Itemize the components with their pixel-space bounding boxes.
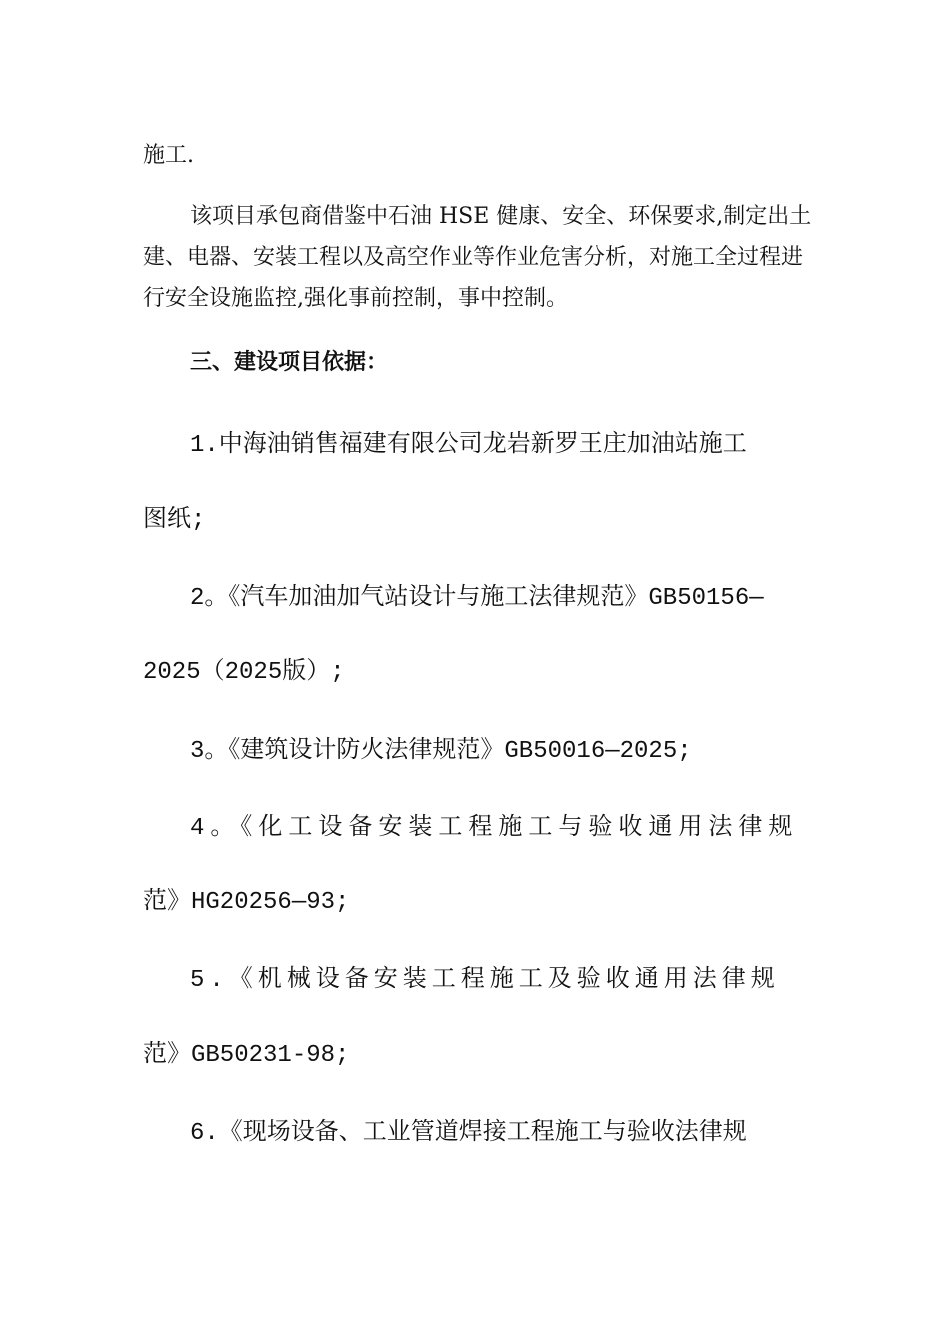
basis-item-2-line-2: 2025（2025版）; <box>143 659 345 686</box>
basis-item-1-line-1: 1.中海油销售福建有限公司龙岩新罗王庄加油站施工 <box>190 432 747 459</box>
basis-item-4-line-1: 4。《化工设备安装工程施工与验收通用法律规 <box>190 815 799 842</box>
basis-item-6-line-1: 6.《现场设备、工业管道焊接工程施工与验收法律规 <box>190 1120 747 1147</box>
basis-item-3-line-1: 3。《建筑设计防火法律规范》GB50016—2025; <box>190 738 692 765</box>
basis-item-1-line-2: 图纸; <box>143 507 206 534</box>
basis-item-5-line-1: 5.《机械设备安装工程施工及验收通用法律规 <box>190 967 780 994</box>
hse-paragraph-line-2: 建、电器、安装工程以及高空作业等作业危害分析，对施工全过程进 <box>143 245 804 270</box>
hse-paragraph-line-1: 该项目承包商借鉴中石油 HSE 健康、安全、环保要求,制定出土 <box>190 204 812 229</box>
section-heading: 三、建设项目依据： <box>190 349 389 375</box>
basis-item-4-line-2: 范》HG20256—93; <box>143 889 350 916</box>
basis-item-5-line-2: 范》GB50231-98; <box>143 1042 350 1069</box>
hse-paragraph-line-3: 行安全设施监控,强化事前控制，事中控制。 <box>143 286 568 311</box>
basis-item-2-line-1: 2。《汽车加油加气站设计与施工法律规范》GB50156— <box>190 585 764 612</box>
continuation-text: 施工. <box>143 143 194 168</box>
